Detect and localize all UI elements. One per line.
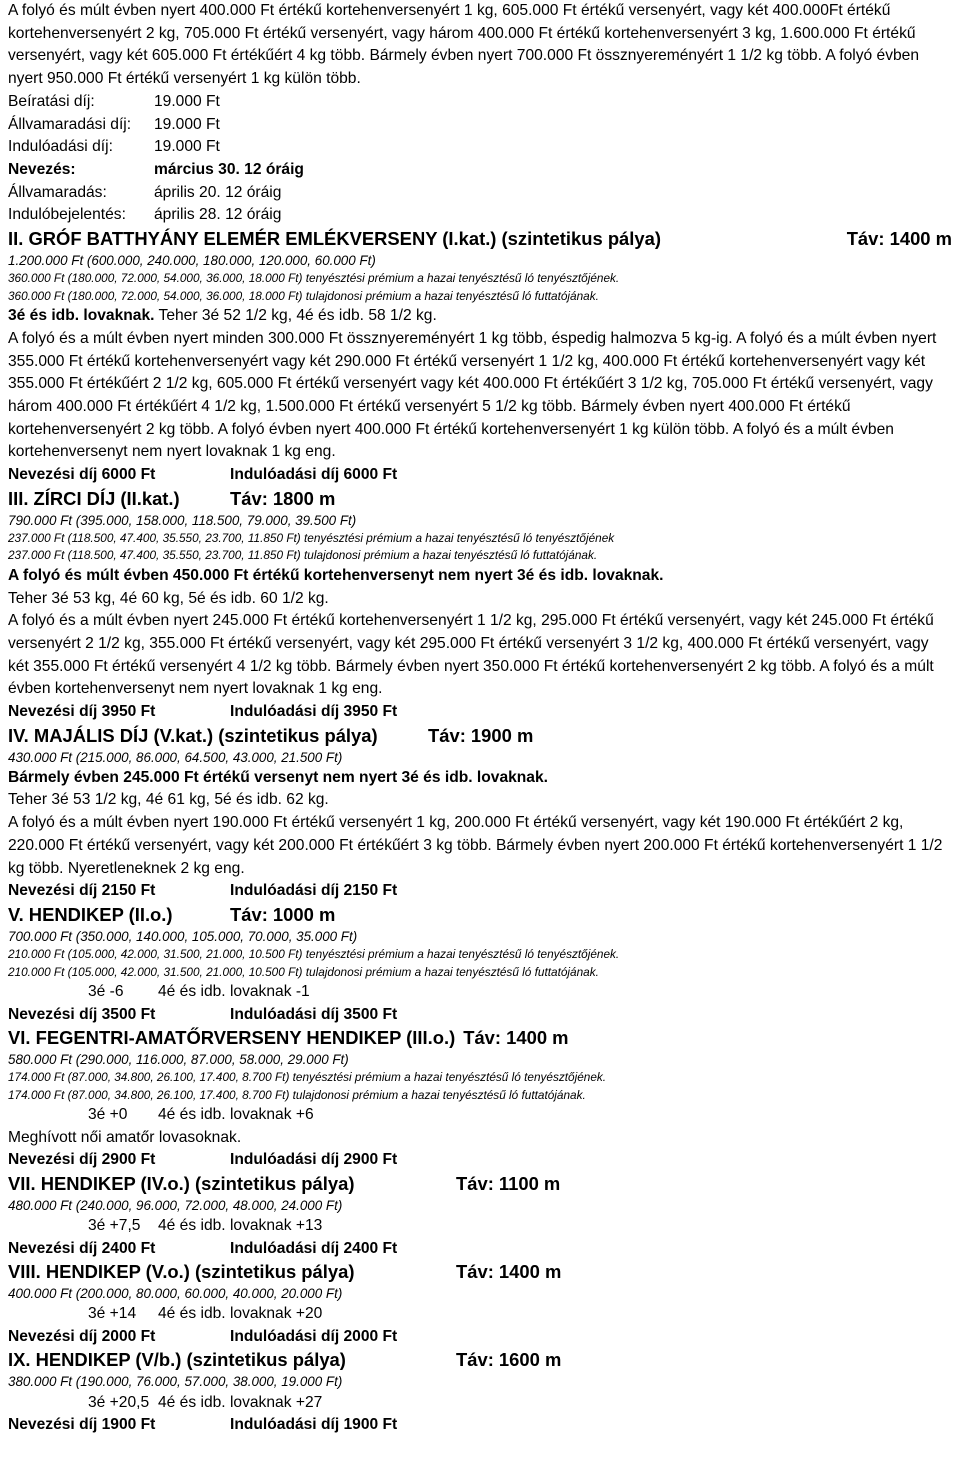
race-distance: Táv: 1100 m — [456, 1172, 561, 1194]
race-heading — [8, 903, 952, 927]
race-title: III. ZÍRCI DÍJ (II.kat.) — [8, 487, 180, 509]
race-fees: Nevezési díj 2000 Ft Indulóadási díj 2000 Ft — [8, 1327, 398, 1345]
owner-premium: 210.000 Ft (105.000, 42.000, 31.500, 21.000, 10.500 Ft) tulajdonosi prémium a hazai tenyésztésű ló futtatójának. — [8, 964, 599, 979]
handicap-row: 3é +20,5 4é és idb. lovaknak +27 — [88, 1393, 323, 1411]
breeder-premium: 174.000 Ft (87.000, 34.800, 26.100, 17.400, 8.700 Ft) tenyésztési prémium a hazai tenyésztésű ló tenyésztőjének. — [8, 1070, 607, 1085]
race-heading — [8, 1260, 952, 1284]
race-distance: Táv: 1400 m — [846, 228, 952, 250]
race-title: VIII. HENDIKEP (V.o.) (szintetikus pálya) — [8, 1261, 355, 1283]
race-weights: Teher 3é 53 1/2 kg, 4é 61 kg, 5é és idb. 62 kg. — [8, 791, 329, 809]
race-heading — [8, 1172, 952, 1196]
race-fees: Nevezési díj 6000 Ft Indulóadási díj 6000 Ft — [8, 466, 398, 484]
race-title: IV. MAJÁLIS DÍJ (V.kat.) (szintetikus pálya) — [8, 724, 378, 746]
race-prize: 430.000 Ft (215.000, 86.000, 64.500, 43.000, 21.500 Ft) — [8, 749, 343, 765]
handicap-row: 3é -6 4é és idb. lovaknak -1 — [88, 983, 310, 1000]
race-fees: Nevezési díj 3950 Ft Indulóadási díj 3950 Ft — [8, 703, 398, 721]
race-fees: Nevezési díj 2900 Ft Indulóadási díj 2900 Ft — [8, 1151, 398, 1169]
race-prize: 380.000 Ft (190.000, 76.000, 57.000, 38.000, 19.000 Ft) — [8, 1374, 343, 1390]
race-conditions: A folyó és a múlt évben nyert 190.000 Ft értékű versenyért 1 kg, 200.000 Ft értékű versenyért, vagy két 190.000 Ft értékűért 2 kg, 220.000 Ft értékű versenyért, vagy két 200.000 Ft értékűért 3 kg több. Bármely évben nyert 200.000 Ft értékű kortehenversenyért 1 1/2 kg több. Nyeretleneknek 2 kg eng. — [8, 814, 943, 877]
race-conditions: A folyó és a múlt évben nyert 245.000 Ft értékű kortehenversenyért 1 1/2 kg, 295.000 Ft értékű versenyért, vagy két 245.000 Ft értékű versenyért 2 1/2 kg, 355.000 Ft értékű versenyért, vagy két 295.000 Ft értékű versenyért 3 1/2 kg, 400.000 Ft értékű versenyért, vagy két 355.000 Ft értékű versenyért 4 1/2 kg több. Bármely évben nyert 350.000 Ft értékű kortehenversenyért 2 kg több. A folyó és a múlt évben kortehenversenyt nem nyert lovaknak 1 kg eng. — [8, 612, 934, 698]
race-prize: 480.000 Ft (240.000, 96.000, 72.000, 48.000, 24.000 Ft) — [8, 1197, 343, 1213]
fees-block — [8, 91, 952, 227]
handicap-row: 3é +0 4é és idb. lovaknak +6 — [88, 1106, 314, 1124]
deadline-row: Állvamaradás: április 20. 12 óráig — [8, 183, 282, 201]
handicap-row: 3é +14 4é és idb. lovaknak +20 — [88, 1305, 323, 1323]
deadline-row: Indulóbejelentés: április 28. 12 óráig — [8, 206, 282, 224]
race-conditions: A folyó és a múlt évben nyert minden 300.000 Ft össznyereményért 1 kg több, éspedig halmozva 5 kg-ig. A folyó és a múlt évben nyert 355.000 Ft értékű kortehenversenyért vagy két 290.000 Ft értékű versenyért 1 1/2 kg, 400.000 Ft értékű kortehenversenyért vagy két 355.000 Ft értékűért 2 1/2 kg, 605.000 Ft értékű versenyért vagy két 400.000 Ft értékűért 3 1/2 kg, 705.000 Ft értékű versenyért, vagy három 400.000 Ft értékűért 4 1/2 kg, 1.500.000 Ft értékű versenyért 5 1/2 kg több. Bármely évben nyert 400.000 Ft értékű kortehenversenyért 2 kg több. A folyó évben nyert 400.000 Ft értékű kortehenversenyért 1 kg külön több. A folyó és a múlt évben kortehenversenyt nem nyert lovaknak 1 kg eng. — [8, 329, 937, 461]
breeder-premium: 237.000 Ft (118.500, 47.400, 35.550, 23.700, 11.850 Ft) tenyésztési prémium a hazai tenyésztésű ló tenyésztőjének — [8, 530, 615, 545]
race-title: IX. HENDIKEP (V/b.) (szintetikus pálya) — [8, 1349, 346, 1371]
intro-conditions: A folyó és múlt évben nyert 400.000 Ft értékű kortehenversenyért 1 kg, 605.000 Ft értékű versenyért, vagy két 400.000Ft értékű kortehenversenyért 2 kg, 705.000 Ft értékű versenyért, vagy három 400.000 Ft értékű kortehenversenyért 3 kg, 1.600.000 Ft értékű versenyért, vagy két 605.000 Ft értékűért 4 kg több. Bármely évben nyert 700.000 Ft össznyereményért 1 1/2 kg több. A folyó évben nyert 950.000 Ft értékű versenyért 1 kg külön több. — [8, 2, 920, 88]
race-distance: Táv: 1800 m — [230, 487, 336, 509]
race-fees: Nevezési díj 2400 Ft Indulóadási díj 2400 Ft — [8, 1239, 398, 1257]
race-prize: 580.000 Ft (290.000, 116.000, 87.000, 58.000, 29.000 Ft) — [8, 1052, 349, 1067]
race-title: V. HENDIKEP (II.o.) — [8, 903, 173, 925]
race-prize: 790.000 Ft (395.000, 158.000, 118.500, 79.000, 39.500 Ft) — [8, 512, 357, 528]
race-title: II. GRÓF BATTHYÁNY ELEMÉR EMLÉKVERSENY (I.kat.) (szintetikus pálya) — [8, 228, 661, 250]
race-distance: Táv: 1400 m — [456, 1261, 562, 1283]
race-heading — [8, 724, 952, 748]
race-heading — [8, 227, 952, 251]
fee-row: Állvamaradási díj: 19.000 Ft — [8, 115, 220, 133]
race-weights: Teher 3é 53 kg, 4é 60 kg, 5é és idb. 60 1/2 kg. — [8, 589, 329, 607]
race-note: Meghívott női amatőr lovasoknak. — [8, 1128, 242, 1146]
race-title: VII. HENDIKEP (IV.o.) (szintetikus pálya) — [8, 1172, 355, 1194]
race-heading — [8, 487, 952, 511]
owner-premium: 237.000 Ft (118.500, 47.400, 35.550, 23.700, 11.850 Ft) tulajdonosi prémium a hazai tenyésztésű ló futtatójának. — [8, 548, 598, 563]
race-weights: 3é és idb. lovaknak. Teher 3é 52 1/2 kg, 4é és idb. 58 1/2 kg. — [8, 307, 437, 325]
race-fees: Nevezési díj 1900 Ft Indulóadási díj 1900 Ft — [8, 1416, 398, 1434]
race-heading — [8, 1348, 952, 1372]
race-distance: Táv: 1900 m — [428, 724, 534, 746]
fee-row: Indulóadási díj: 19.000 Ft — [8, 138, 220, 156]
handicap-row: 3é +7,5 4é és idb. lovaknak +13 — [88, 1217, 323, 1235]
race-distance: Táv: 1600 m — [456, 1349, 562, 1371]
fee-row: Beíratási díj: 19.000 Ft — [8, 92, 220, 110]
race-prize: 700.000 Ft (350.000, 140.000, 105.000, 70.000, 35.000 Ft) — [8, 928, 358, 944]
race-title: VI. FEGENTRI-AMATŐRVERSENY HENDIKEP (III.o.) — [8, 1027, 456, 1048]
race-prize: 1.200.000 Ft (600.000, 240.000, 180.000, 120.000, 60.000 Ft) — [8, 253, 376, 269]
race-fees: Nevezési díj 2150 Ft Indulóadási díj 2150 Ft — [8, 882, 398, 900]
owner-premium: 360.000 Ft (180.000, 72.000, 54.000, 36.000, 18.000 Ft) tulajdonosi prémium a hazai tenyésztésű ló futtatójának. — [8, 288, 599, 303]
race-fees: Nevezési díj 3500 Ft Indulóadási díj 3500 Ft — [8, 1005, 398, 1023]
race-heading — [8, 1026, 952, 1050]
breeder-premium: 210.000 Ft (105.000, 42.000, 31.500, 21.000, 10.500 Ft) tenyésztési prémium a hazai tenyésztésű ló tenyésztőjének. — [8, 947, 620, 961]
race-eligibility: Bármely évben 245.000 Ft értékű versenyt nem nyert 3é és idb. lovaknak. — [8, 768, 548, 786]
race-distance: Táv: 1400 m — [463, 1027, 569, 1048]
race-distance: Táv: 1000 m — [230, 903, 336, 925]
deadline-row: Nevezés: március 30. 12 óráig — [8, 160, 304, 178]
race-prize: 400.000 Ft (200.000, 80.000, 60.000, 40.000, 20.000 Ft) — [8, 1286, 343, 1302]
race-eligibility: A folyó és múlt évben 450.000 Ft értékű kortehenversenyt nem nyert 3é és idb. lovaknak. — [8, 566, 664, 584]
owner-premium: 174.000 Ft (87.000, 34.800, 26.100, 17.400, 8.700 Ft) tulajdonosi prémium a hazai tenyésztésű ló futtatójának. — [8, 1087, 586, 1102]
breeder-premium: 360.000 Ft (180.000, 72.000, 54.000, 36.000, 18.000 Ft) tenyésztési prémium a hazai tenyésztésű ló tenyésztőjének. — [8, 271, 620, 286]
